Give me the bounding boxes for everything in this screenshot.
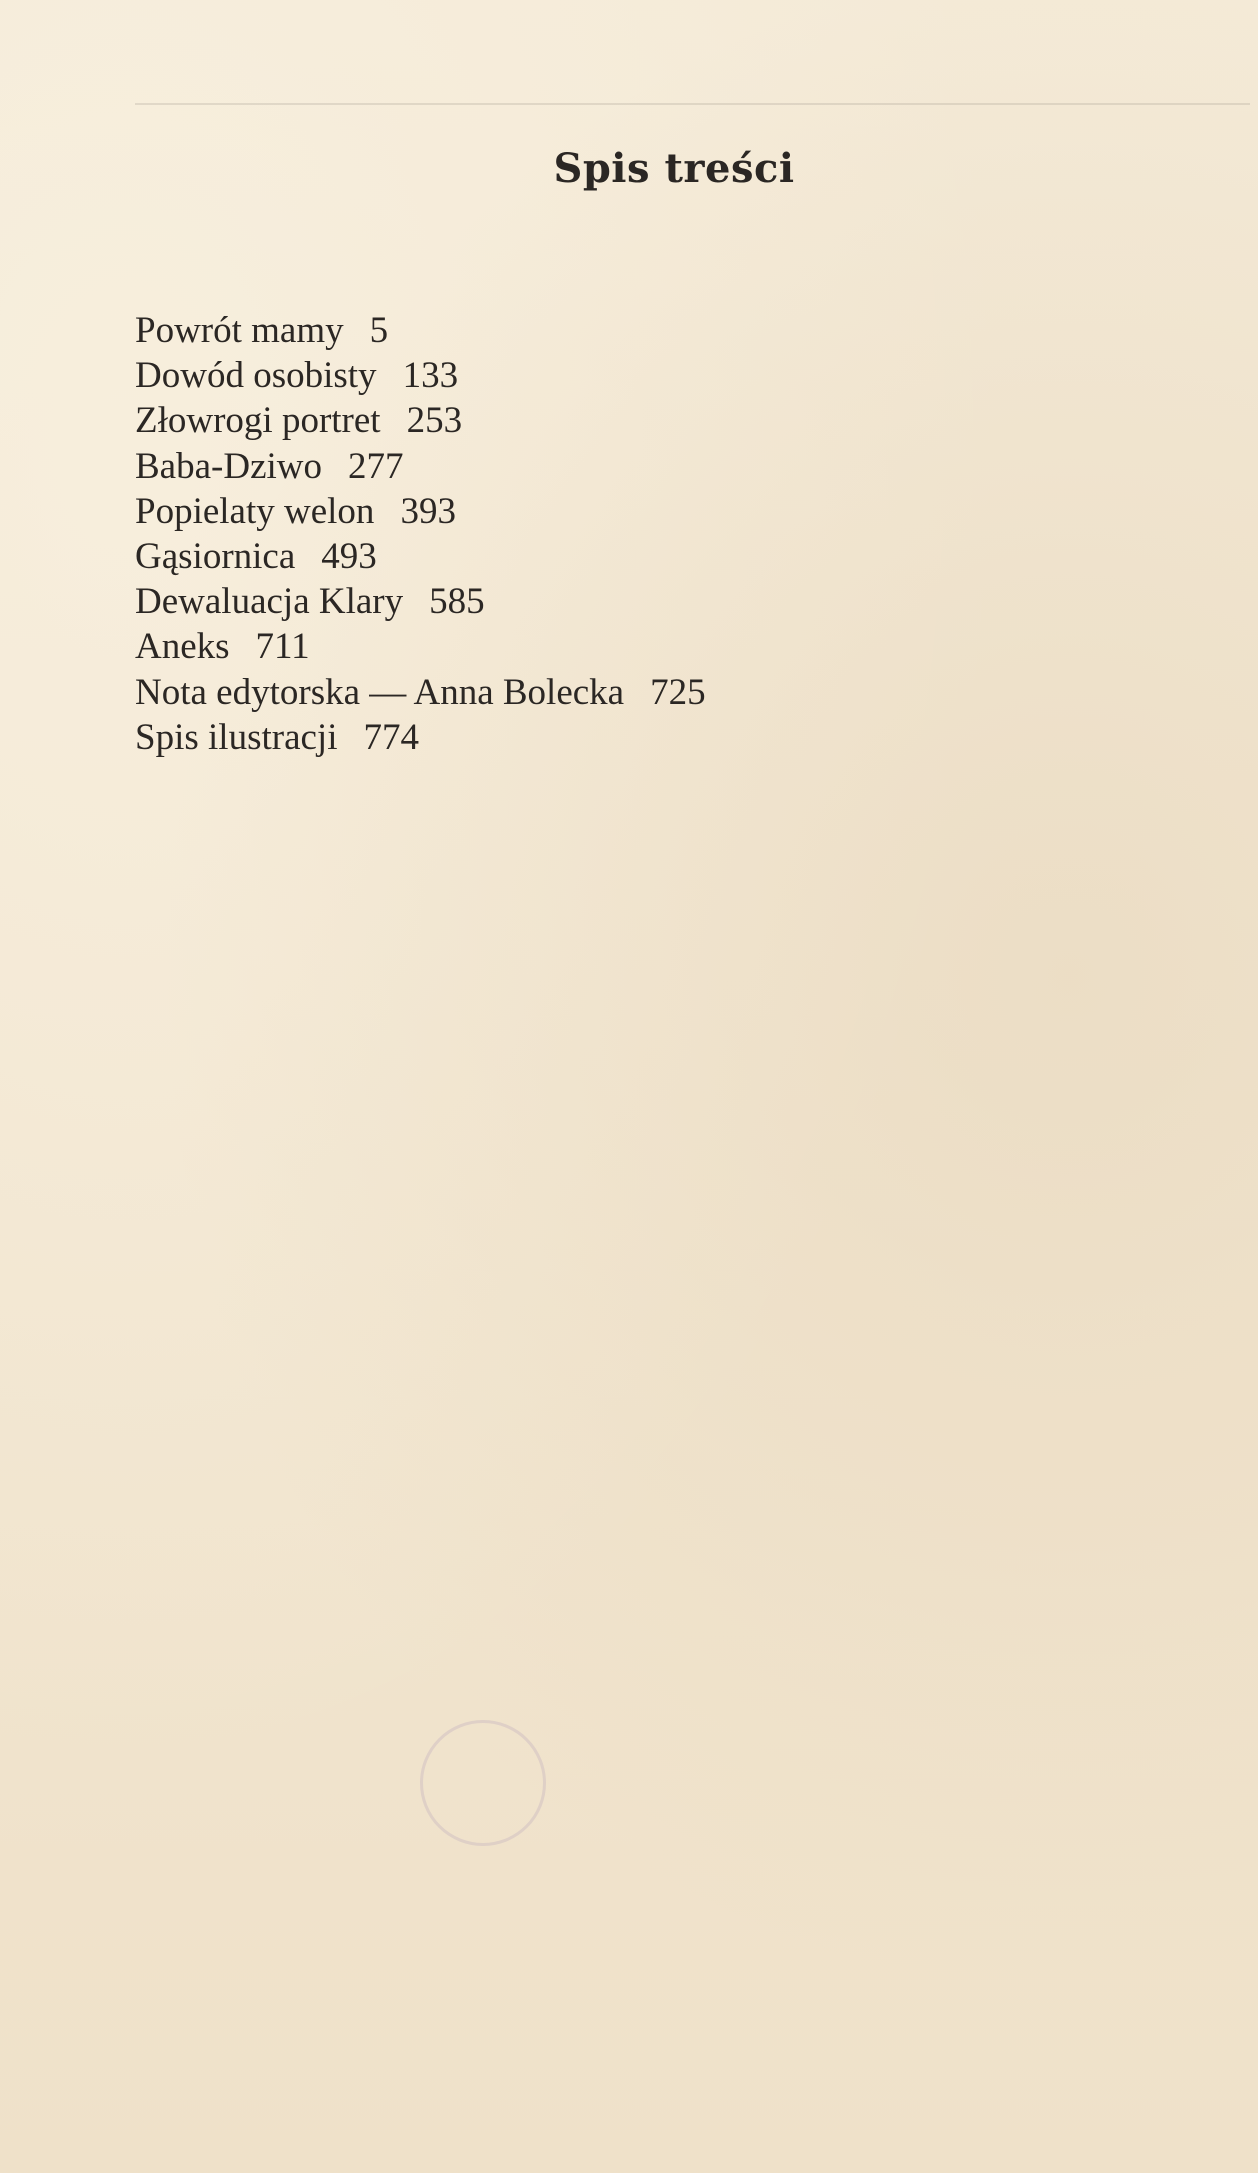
toc-entry (135, 579, 706, 624)
toc-entry-page: 493 (321, 535, 377, 577)
toc-entry-title: Popielaty welon (135, 490, 375, 532)
toc-entry-title: Powrót mamy (135, 310, 344, 351)
toc-entry-page: 277 (348, 445, 404, 487)
toc-entry-page: 725 (650, 671, 706, 713)
toc-entry-page: 585 (429, 581, 485, 623)
toc-entry (135, 624, 706, 669)
toc-entry-title: Złowrogi portret (135, 400, 381, 442)
toc-entry-title: Spis ilustracji (135, 716, 338, 758)
toc-entry (135, 353, 706, 398)
toc-entry (135, 489, 706, 534)
library-stamp-mark (420, 1720, 546, 1846)
page-title: Spis treści (553, 145, 795, 192)
toc-entry-title: Baba-Dziwo (135, 445, 322, 487)
toc-entry (135, 398, 706, 443)
toc-entry-title: Dowód osobisty (135, 355, 377, 397)
toc-entry-page: 393 (400, 490, 456, 532)
bleed-through-rule (135, 103, 1250, 105)
toc-entry (135, 444, 706, 489)
toc-entry-page: 5 (369, 310, 389, 351)
toc-entry-page: 133 (402, 355, 459, 397)
toc-entry (135, 670, 706, 715)
toc-entry (135, 534, 706, 579)
toc-entry-page: 774 (363, 716, 419, 758)
table-of-contents (135, 308, 706, 760)
toc-entry (135, 715, 706, 760)
toc-entry-page: 253 (406, 400, 463, 442)
toc-entry (135, 308, 706, 353)
toc-entry-title: Aneks (135, 626, 230, 668)
toc-entry-title: Gąsiornica (135, 535, 296, 577)
toc-entry-title: Dewaluacja Klary (135, 581, 404, 623)
toc-entry-page: 711 (255, 626, 310, 668)
toc-entry-title: Nota edytorska — Anna Bolecka (135, 671, 625, 713)
